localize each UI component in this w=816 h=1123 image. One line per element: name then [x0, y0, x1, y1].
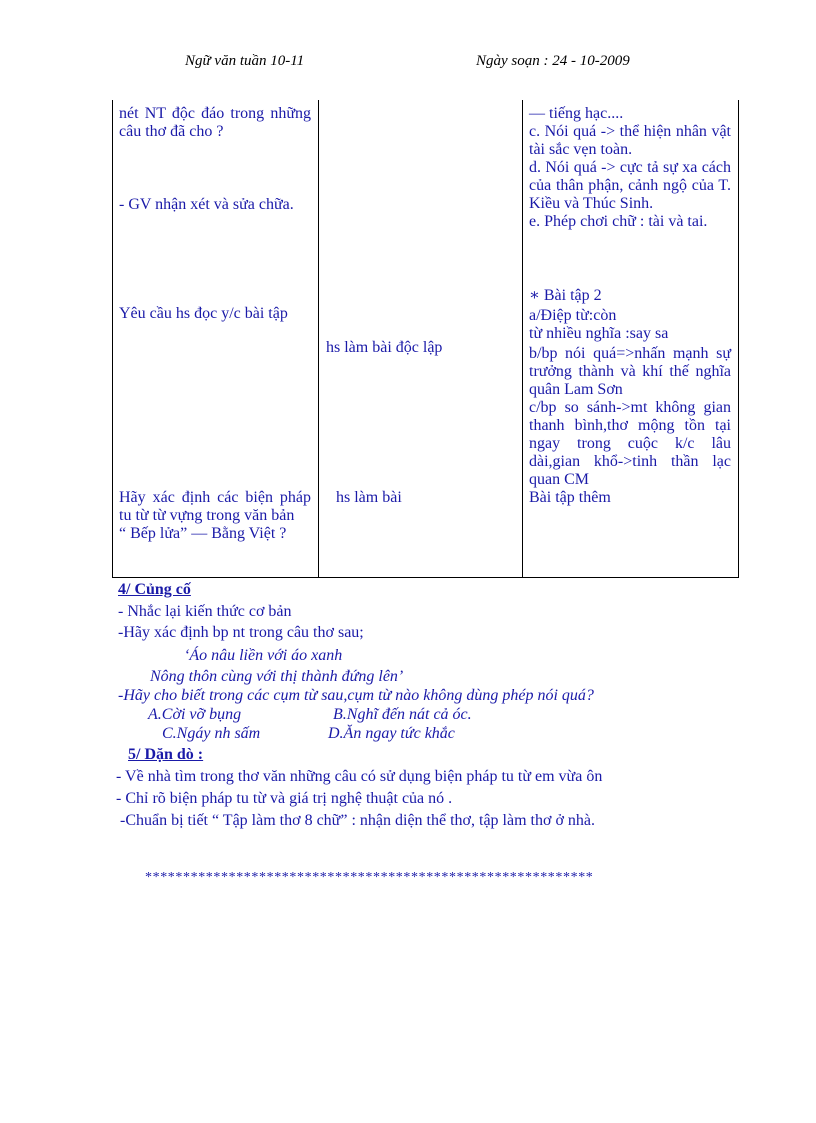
col3-exercise2-bc: b/bp nói quá=>nhấn mạnh sự trưởng thành và khí thế nghĩa quân Lam Sơn c/bp so sánh->mt không gian thanh bình,thơ mộng tồn tại ngay trong cuộc k/c lâu dài,gian khổ->tinh thần lạc quan CM Bài tập thêm [529, 345, 731, 506]
quiz-row2 [162, 724, 758, 743]
homework-heading: 5/ Dặn dò : [128, 746, 204, 763]
homework-line2: - Chỉ rõ biện pháp tu từ và giá trị nghệ thuật của nó . [116, 790, 453, 807]
col1-block3: Yêu cầu hs đọc y/c bài tập [119, 305, 288, 322]
quiz-question: -Hãy cho biết trong các cụm từ sau,cụm từ nào không dùng phép nói quá? [118, 687, 594, 704]
homework-section [116, 745, 776, 832]
quiz-option-d: D.Ăn ngay tức khắc [328, 725, 455, 742]
table-border-bottom [112, 577, 739, 578]
poem-line2: Nông thôn cùng với thị thành đứng lên’ [150, 668, 404, 685]
homework-line1: - Về nhà tìm trong thơ văn những câu có sử dụng biện pháp tu từ em vừa ôn [116, 768, 603, 785]
col3-block: — tiếng hạc.... c. Nói quá -> thể hiện nhân vật tài sắc vẹn toàn. d. Nói quá -> cực tả sự xa cách của thân phận, cảnh ngộ của T. Kiều và Thúc Sinh. e. Phép chơi chữ : tài và tai. [529, 105, 731, 230]
header-right: Ngày soạn : 24 - 10-2009 [476, 53, 630, 69]
col2-block2: hs làm bài [336, 489, 402, 506]
quiz-option-c: C.Ngáy nh sấm [162, 725, 261, 742]
table-border-col2 [522, 100, 523, 577]
header-left: Ngữ văn tuần 10-11 [185, 53, 305, 69]
quiz-option-b: B.Nghĩ đến nát cả óc. [333, 706, 472, 723]
quiz-option-a: A.Cời vỡ bụng [148, 706, 242, 723]
table-border-right [738, 100, 739, 577]
consolidate-section [118, 580, 758, 743]
table-border-left [112, 100, 113, 577]
table-border-col1 [318, 100, 319, 577]
consolidate-heading: 4/ Củng cố [118, 581, 191, 598]
col1-block2: - GV nhận xét và sửa chữa. [119, 196, 294, 213]
poem-line1: ‘Áo nâu liền với áo xanh [184, 647, 343, 664]
homework-line3: -Chuẩn bị tiết “ Tập làm thơ 8 chữ” : nhận diện thể thơ, tập làm thơ ở nhà. [120, 812, 595, 829]
consolidate-line1: - Nhắc lại kiến thức cơ bản [118, 603, 292, 620]
footer-stars: *********************************************************** [145, 870, 594, 885]
consolidate-line2: -Hãy xác định bp nt trong câu thơ sau; [118, 624, 364, 641]
quiz-row1 [148, 705, 758, 724]
col1-block1: nét NT độc đáo trong những câu thơ đã cho ? [119, 105, 311, 140]
col3-exercise2: ∗ Bài tập 2 a/Điệp từ:còn từ nhiều nghĩa :say sa [529, 287, 669, 342]
col2-block1: hs làm bài độc lập [326, 339, 443, 356]
col1-block4: Hãy xác định các biện pháp tu từ từ vựng trong văn bản “ Bếp lửa” — Bằng Việt ? [119, 489, 311, 542]
